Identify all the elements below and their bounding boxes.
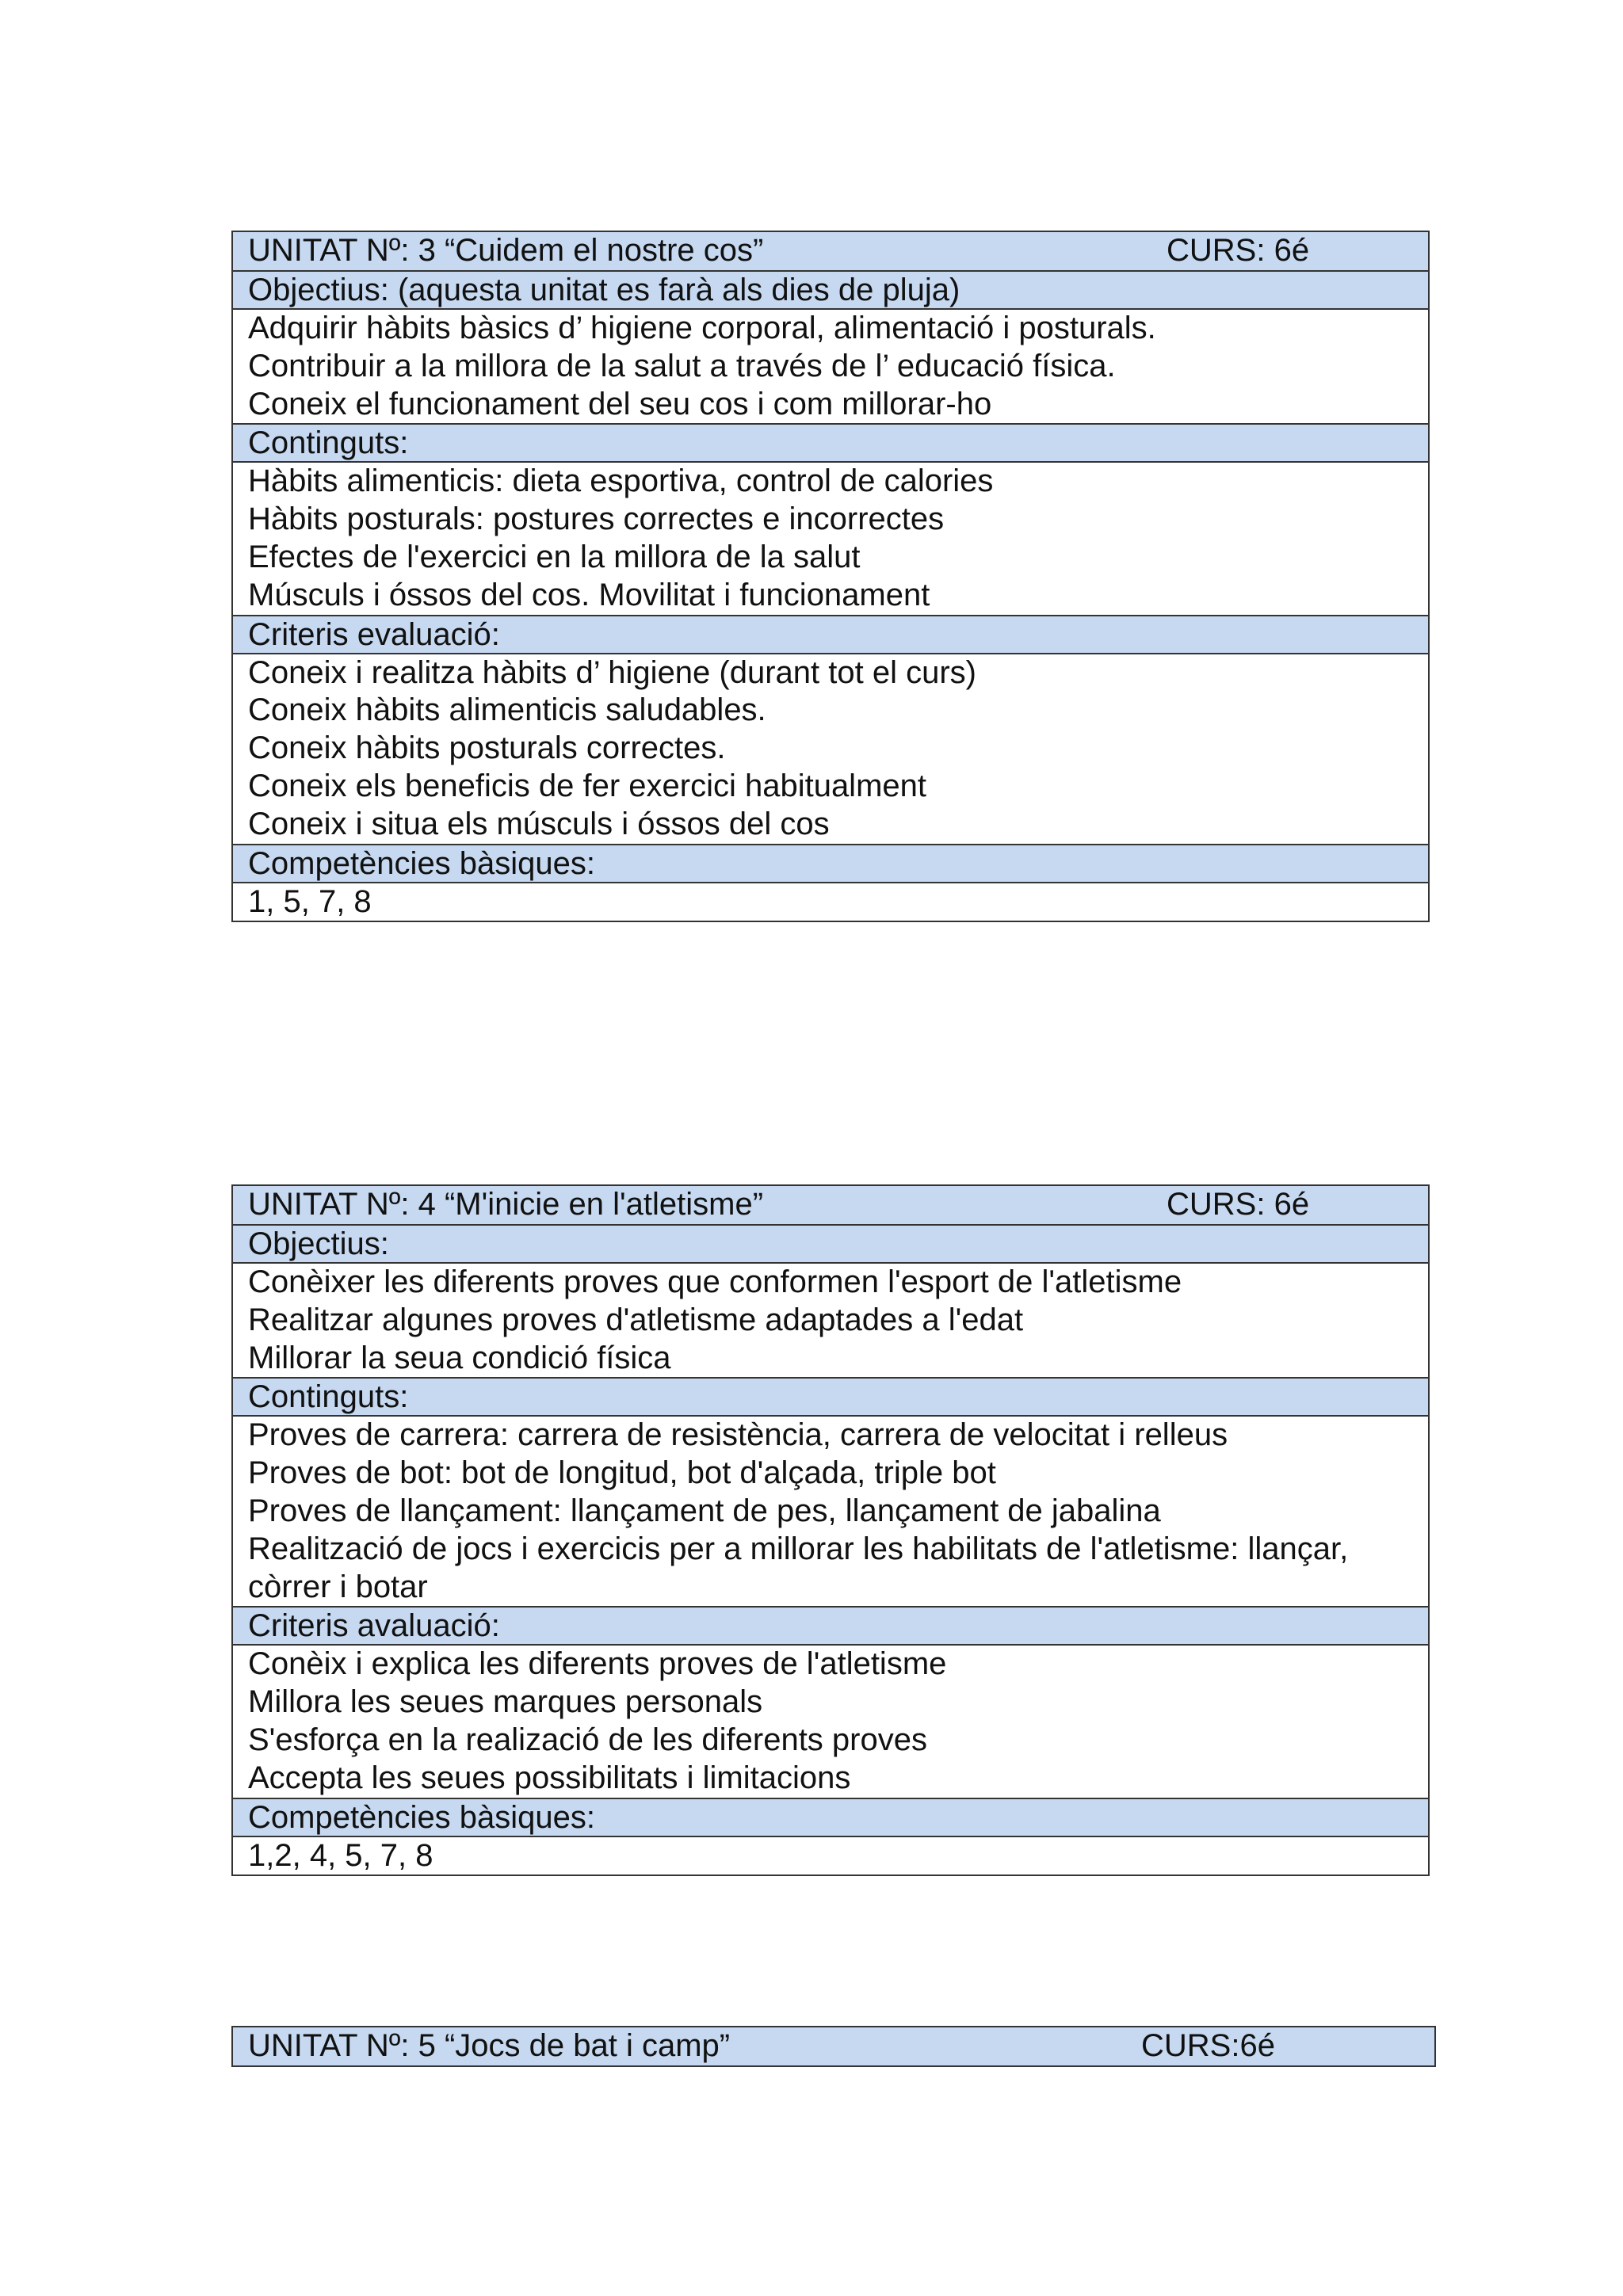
list-item: Accepta les seues possibilitats i limitacions [248,1760,851,1795]
list-item: Adquirir hàbits bàsics d’ higiene corporal, alimentació i posturals. [248,311,1156,345]
unit-4-contents-content [233,1415,1428,1606]
unit-3-curs: CURS: 6é [1167,233,1310,268]
list-item: Millorar la seua condició física [248,1340,671,1375]
list-item: Contribuir a la millora de la salut a través de l’ educació física. [248,348,1116,383]
unit-4-header [233,1186,1428,1224]
unit-3-contents-heading: Continguts: [233,423,1428,461]
list-item: còrrer i botar [248,1569,428,1604]
list-item: Coneix hàbits alimenticis saludables. [248,692,766,728]
list-item: Conèixer les diferents proves que conformen l'esport de l'atletisme [248,1264,1182,1299]
list-item: 1,2, 4, 5, 7, 8 [248,1837,433,1873]
unit-4-objectives-heading: Objectius: [233,1224,1428,1262]
list-item: Coneix els beneficis de fer exercici habitualment [248,768,926,803]
unit-3-criteria-content [233,653,1428,844]
unit-3-table [231,231,1430,922]
list-item: Conèix i explica les diferents proves de l'atletisme [248,1646,947,1682]
unit-4-competences-heading: Competències bàsiques: [233,1798,1428,1836]
unit-5-table [231,2026,1436,2067]
unit-5-header [233,2027,1434,2065]
unit-3-objectives-content [233,308,1428,423]
unit-3-competences-content [233,882,1428,921]
list-item: Hàbits posturals: postures correctes e incorrectes [248,502,945,537]
list-item: Realització de jocs i exercicis per a millorar les habilitats de l'atletisme: llançar, [248,1531,1349,1566]
unit-4-title: UNITAT Nº: 4 “M'inicie en l'atletisme” [248,1187,764,1222]
unit-4-table [231,1184,1430,1876]
list-item: Coneix el funcionament del seu cos i com millorar-ho [248,386,992,421]
list-item: Hàbits alimenticis: dieta esportiva, control de calories [248,463,994,499]
unit-3-header [233,232,1428,270]
unit-3-contents-content [233,461,1428,614]
list-item: S'esforça en la realizació de les diferents proves [248,1722,927,1757]
list-item: Millora les seues marques personals [248,1684,763,1720]
unit-5-curs: CURS:6é [1141,2028,1275,2063]
unit-3-title: UNITAT Nº: 3 “Cuidem el nostre cos” [248,233,764,268]
list-item: Coneix i realitza hàbits d’ higiene (durant tot el curs) [248,654,976,690]
list-item: Proves de carrera: carrera de resistència, carrera de velocitat i relleus [248,1417,1228,1453]
list-item: Proves de llançament: llançament de pes, llançament de jabalina [248,1493,1161,1528]
list-item: 1, 5, 7, 8 [248,883,372,919]
unit-4-competences-content [233,1836,1428,1875]
unit-3-competences-heading: Competències bàsiques: [233,844,1428,882]
list-item: Efectes de l'exercici en la millora de la salut [248,539,861,574]
unit-4-objectives-content [233,1262,1428,1377]
list-item: Realitzar algunes proves d'atletisme adaptades a l'edat [248,1302,1024,1337]
list-item: Músculs i óssos del cos. Movilitat i funcionament [248,577,930,612]
unit-4-criteria-content [233,1644,1428,1797]
list-item: Coneix hàbits posturals correctes. [248,730,726,766]
unit-4-criteria-heading: Criteris avaluació: [233,1606,1428,1644]
unit-3-criteria-heading: Criteris evaluació: [233,615,1428,653]
unit-5-title: UNITAT Nº: 5 “Jocs de bat i camp” [248,2028,731,2063]
unit-4-curs: CURS: 6é [1167,1187,1310,1222]
list-item: Proves de bot: bot de longitud, bot d'alçada, triple bot [248,1455,996,1491]
unit-4-contents-heading: Continguts: [233,1377,1428,1415]
list-item: Coneix i situa els músculs i óssos del cos [248,806,830,841]
unit-3-objectives-heading: Objectius: (aquesta unitat es farà als dies de pluja) [233,270,1428,308]
